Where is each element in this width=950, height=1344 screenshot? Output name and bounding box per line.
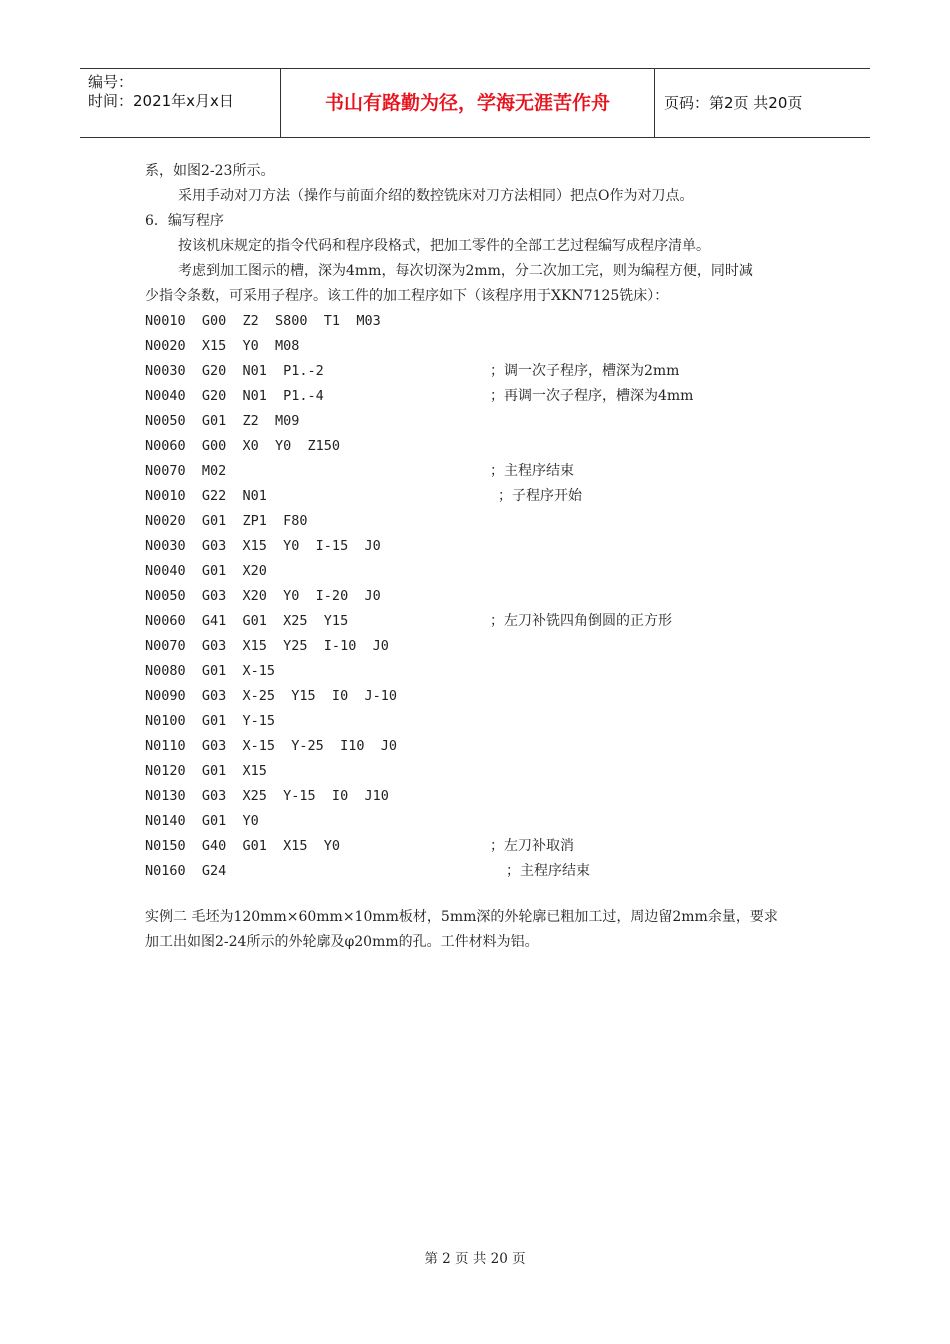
program-line: N0110 G03 X-15 Y-25 I10 J0 <box>145 738 397 754</box>
program-line: N0010 G22 N01 <box>145 488 267 504</box>
program-line: N0030 G20 N01 P1.-2 <box>145 363 324 379</box>
program-line: N0020 G01 ZP1 F80 <box>145 513 308 529</box>
section-heading: 6．编写程序 <box>145 213 224 229</box>
example-paragraph: 实例二 毛坯为120mm×60mm×10mm板材，5mm深的外轮廓已粗加工过，周边留2mm余量，要求 <box>145 909 778 925</box>
paragraph: 少指令条数，可采用子程序。该工件的加工程序如下（该程序用于XKN7125铣床）： <box>145 288 669 304</box>
program-comment: ；主程序结束 <box>506 863 590 879</box>
program-comment: ；左刀补取消 <box>490 838 574 854</box>
program-line: N0130 G03 X25 Y-15 I0 J10 <box>145 788 389 804</box>
program-line: N0100 G01 Y-15 <box>145 713 276 729</box>
page-footer: 第 2 页 共 20 页 <box>424 1251 526 1267</box>
paragraph: 系，如图2-23所示。 <box>145 163 275 179</box>
program-line: N0140 G01 Y0 <box>145 813 259 829</box>
program-comment: ；左刀补铣四角倒圆的正方形 <box>490 613 672 629</box>
header-page-info: 页码：第2页 共20页 <box>664 94 803 112</box>
program-line: N0010 G00 Z2 S800 T1 M03 <box>145 313 381 329</box>
paragraph: 按该机床规定的指令代码和程序段格式，把加工零件的全部工艺过程编写成程序清单。 <box>178 238 710 254</box>
number-label: 编号： <box>88 73 134 91</box>
program-line: N0040 G01 X20 <box>145 563 267 579</box>
program-line: N0040 G20 N01 P1.-4 <box>145 388 324 404</box>
program-comment: ；调一次子程序，槽深为2mm <box>490 363 680 379</box>
program-comment: ；子程序开始 <box>498 488 582 504</box>
program-line: N0030 G03 X15 Y0 I-15 J0 <box>145 538 381 554</box>
program-line: N0020 X15 Y0 M08 <box>145 338 300 354</box>
program-line: N0150 G40 G01 X15 Y0 <box>145 838 341 854</box>
program-line: N0080 G01 X-15 <box>145 663 276 679</box>
document-header <box>80 68 870 138</box>
program-line: N0070 M02 <box>145 463 227 479</box>
program-line: N0070 G03 X15 Y25 I-10 J0 <box>145 638 389 654</box>
program-comment: ；主程序结束 <box>490 463 574 479</box>
program-comment: ；再调一次子程序，槽深为4mm <box>490 388 694 404</box>
program-line: N0090 G03 X-25 Y15 I0 J-10 <box>145 688 397 704</box>
program-line: N0050 G03 X20 Y0 I-20 J0 <box>145 588 381 604</box>
program-line: N0060 G00 X0 Y0 Z150 <box>145 438 341 454</box>
example-paragraph: 加工出如图2-24所示的外轮廓及φ20mm的孔。工件材料为铝。 <box>145 934 539 950</box>
time-label: 时间：2021年x月x日 <box>88 92 234 110</box>
paragraph: 考虑到加工图示的槽，深为4mm，每次切深为2mm，分二次加工完，则为编程方便，同时减 <box>178 263 753 279</box>
program-line: N0060 G41 G01 X25 Y15 <box>145 613 349 629</box>
paragraph: 采用手动对刀方法（操作与前面介绍的数控铣床对刀方法相同）把点O作为对刀点。 <box>178 188 694 204</box>
program-line: N0120 G01 X15 <box>145 763 267 779</box>
program-line: N0050 G01 Z2 M09 <box>145 413 300 429</box>
program-line: N0160 G24 <box>145 863 227 879</box>
header-meta <box>80 69 281 137</box>
header-motto: 书山有路勤为径，学海无涯苦作舟 <box>281 69 655 137</box>
